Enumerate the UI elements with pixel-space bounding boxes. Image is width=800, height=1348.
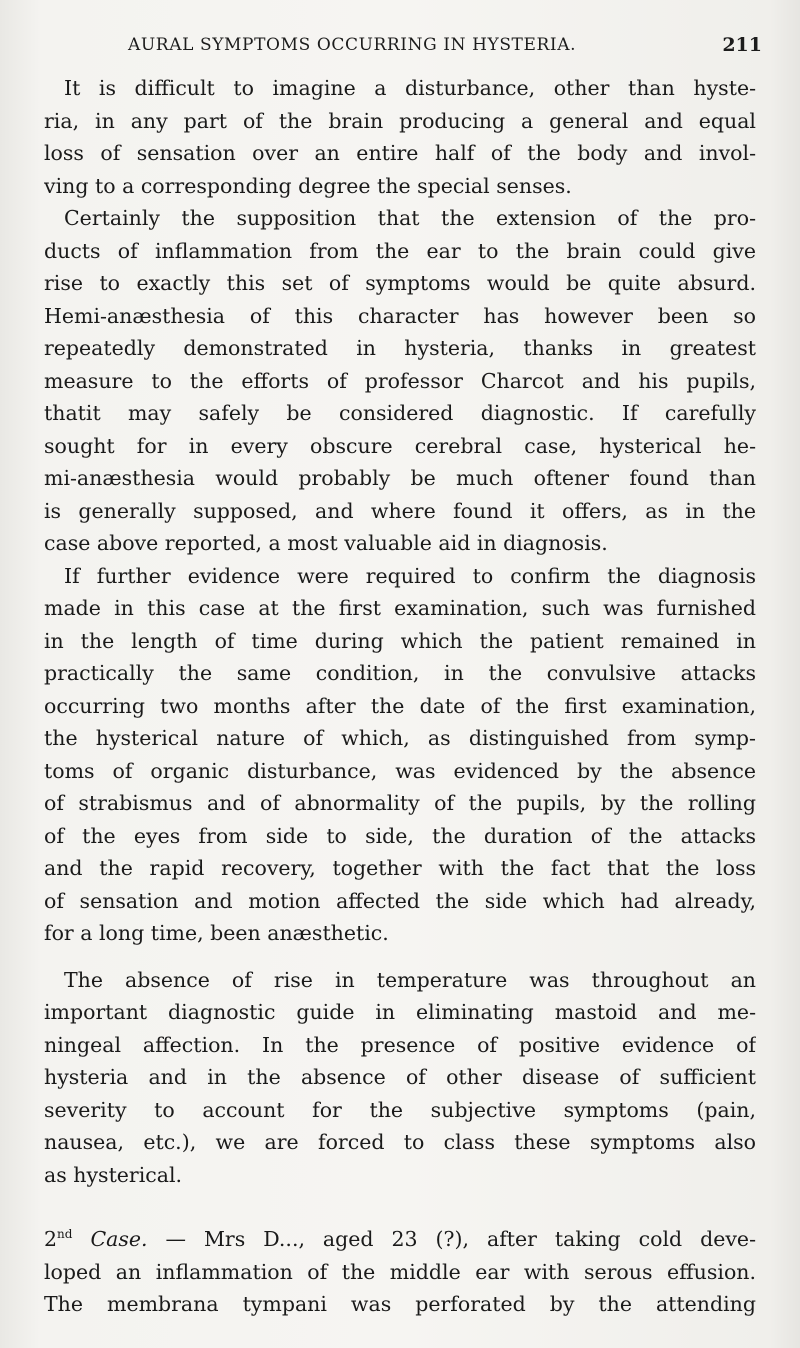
paragraph-1 bbox=[44, 72, 756, 202]
text-line: ving to a corresponding degree the special senses. bbox=[44, 173, 572, 198]
paragraph-3 bbox=[44, 560, 756, 950]
paragraph-2 bbox=[44, 202, 756, 560]
text-line: measure to the efforts of professor Charcot and his pupils, bbox=[44, 368, 756, 393]
text-line: important diagnostic guide in eliminating mastoid and me- bbox=[44, 1000, 756, 1024]
text-line: and the rapid recovery, together with the fact that the loss bbox=[44, 856, 756, 880]
paragraph-spacer bbox=[44, 950, 756, 964]
text-line: loped an inflammation of the middle ear with serous effusion. bbox=[44, 1259, 756, 1284]
text-line: rise to exactly this set of symptoms would be quite absurd. bbox=[44, 271, 756, 295]
section-spacer bbox=[44, 1191, 756, 1223]
text-line: repeatedly demonstrated in hysteria, thanks in greatest bbox=[44, 336, 756, 360]
page-number: 211 bbox=[722, 34, 762, 56]
text-line: of strabismus and of abnormality of the pupils, by the rolling bbox=[44, 791, 756, 815]
text-line: If further evidence were required to confirm the diagnosis bbox=[64, 563, 756, 588]
text-line: ria, in any part of the brain producing a general and equal bbox=[44, 108, 756, 133]
text-line: Hemi-anæsthesia of this character has however been so bbox=[44, 303, 756, 328]
text-line: toms of organic disturbance, was evidenced by the absence bbox=[44, 758, 756, 783]
text-line: made in this case at the first examination, such was furnished bbox=[44, 596, 756, 620]
text-line: practically the same condition, in the convulsive attacks bbox=[44, 661, 756, 685]
case-label: Case. bbox=[90, 1227, 148, 1251]
running-title: AURAL SYMPTOMS OCCURRING IN HYSTERIA. bbox=[128, 35, 577, 55]
case-first-line-text: — Mrs D..., aged 23 (?), after taking cold deve- bbox=[165, 1227, 756, 1251]
text-line: The membrana tympani was perforated by the attending bbox=[44, 1292, 756, 1316]
text-line: occurring two months after the date of the first examination, bbox=[44, 693, 756, 718]
text-line: for a long time, been anæsthetic. bbox=[44, 921, 389, 945]
text-line: of sensation and motion affected the side which had already, bbox=[44, 888, 756, 913]
case-number-suffix: nd bbox=[57, 1227, 73, 1242]
case-heading-line bbox=[44, 1223, 756, 1256]
text-line: loss of sensation over an entire half of the body and invol- bbox=[44, 141, 756, 165]
text-line: in the length of time during which the patient remained in bbox=[44, 628, 756, 653]
text-line: Certainly the supposition that the extension of the pro- bbox=[64, 206, 756, 230]
paragraph-4 bbox=[44, 964, 756, 1192]
text-line: of the eyes from side to side, the duration of the attacks bbox=[44, 823, 756, 848]
text-line: nausea, etc.), we are forced to class these symptoms also bbox=[44, 1130, 756, 1154]
text-line: case above reported, a most valuable aid in diagnosis. bbox=[44, 531, 608, 555]
page-header bbox=[44, 30, 764, 60]
text-line: sought for in every obscure cerebral case, hysterical he- bbox=[44, 433, 756, 458]
text-line: It is difficult to imagine a disturbance, other than hyste- bbox=[64, 76, 756, 100]
text-line: thatit may safely be considered diagnostic. If carefully bbox=[44, 401, 756, 425]
text-line: ducts of inflammation from the ear to the brain could give bbox=[44, 238, 756, 263]
text-line: severity to account for the subjective symptoms (pain, bbox=[44, 1097, 756, 1122]
text-line: as hysterical. bbox=[44, 1162, 183, 1187]
text-line: the hysterical nature of which, as distinguished from symp- bbox=[44, 726, 756, 750]
text-line: is generally supposed, and where found it offers, as in the bbox=[44, 498, 756, 523]
body-text bbox=[44, 72, 756, 1321]
text-line: hysteria and in the absence of other disease of sufficient bbox=[44, 1065, 756, 1089]
text-line: mi-anæsthesia would probably be much oftener found than bbox=[44, 466, 756, 490]
text-line: ningeal affection. In the presence of positive evidence of bbox=[44, 1032, 756, 1057]
paragraph-5 bbox=[44, 1223, 756, 1321]
case-number: 2 bbox=[44, 1227, 58, 1251]
text-line: The absence of rise in temperature was throughout an bbox=[64, 967, 756, 992]
